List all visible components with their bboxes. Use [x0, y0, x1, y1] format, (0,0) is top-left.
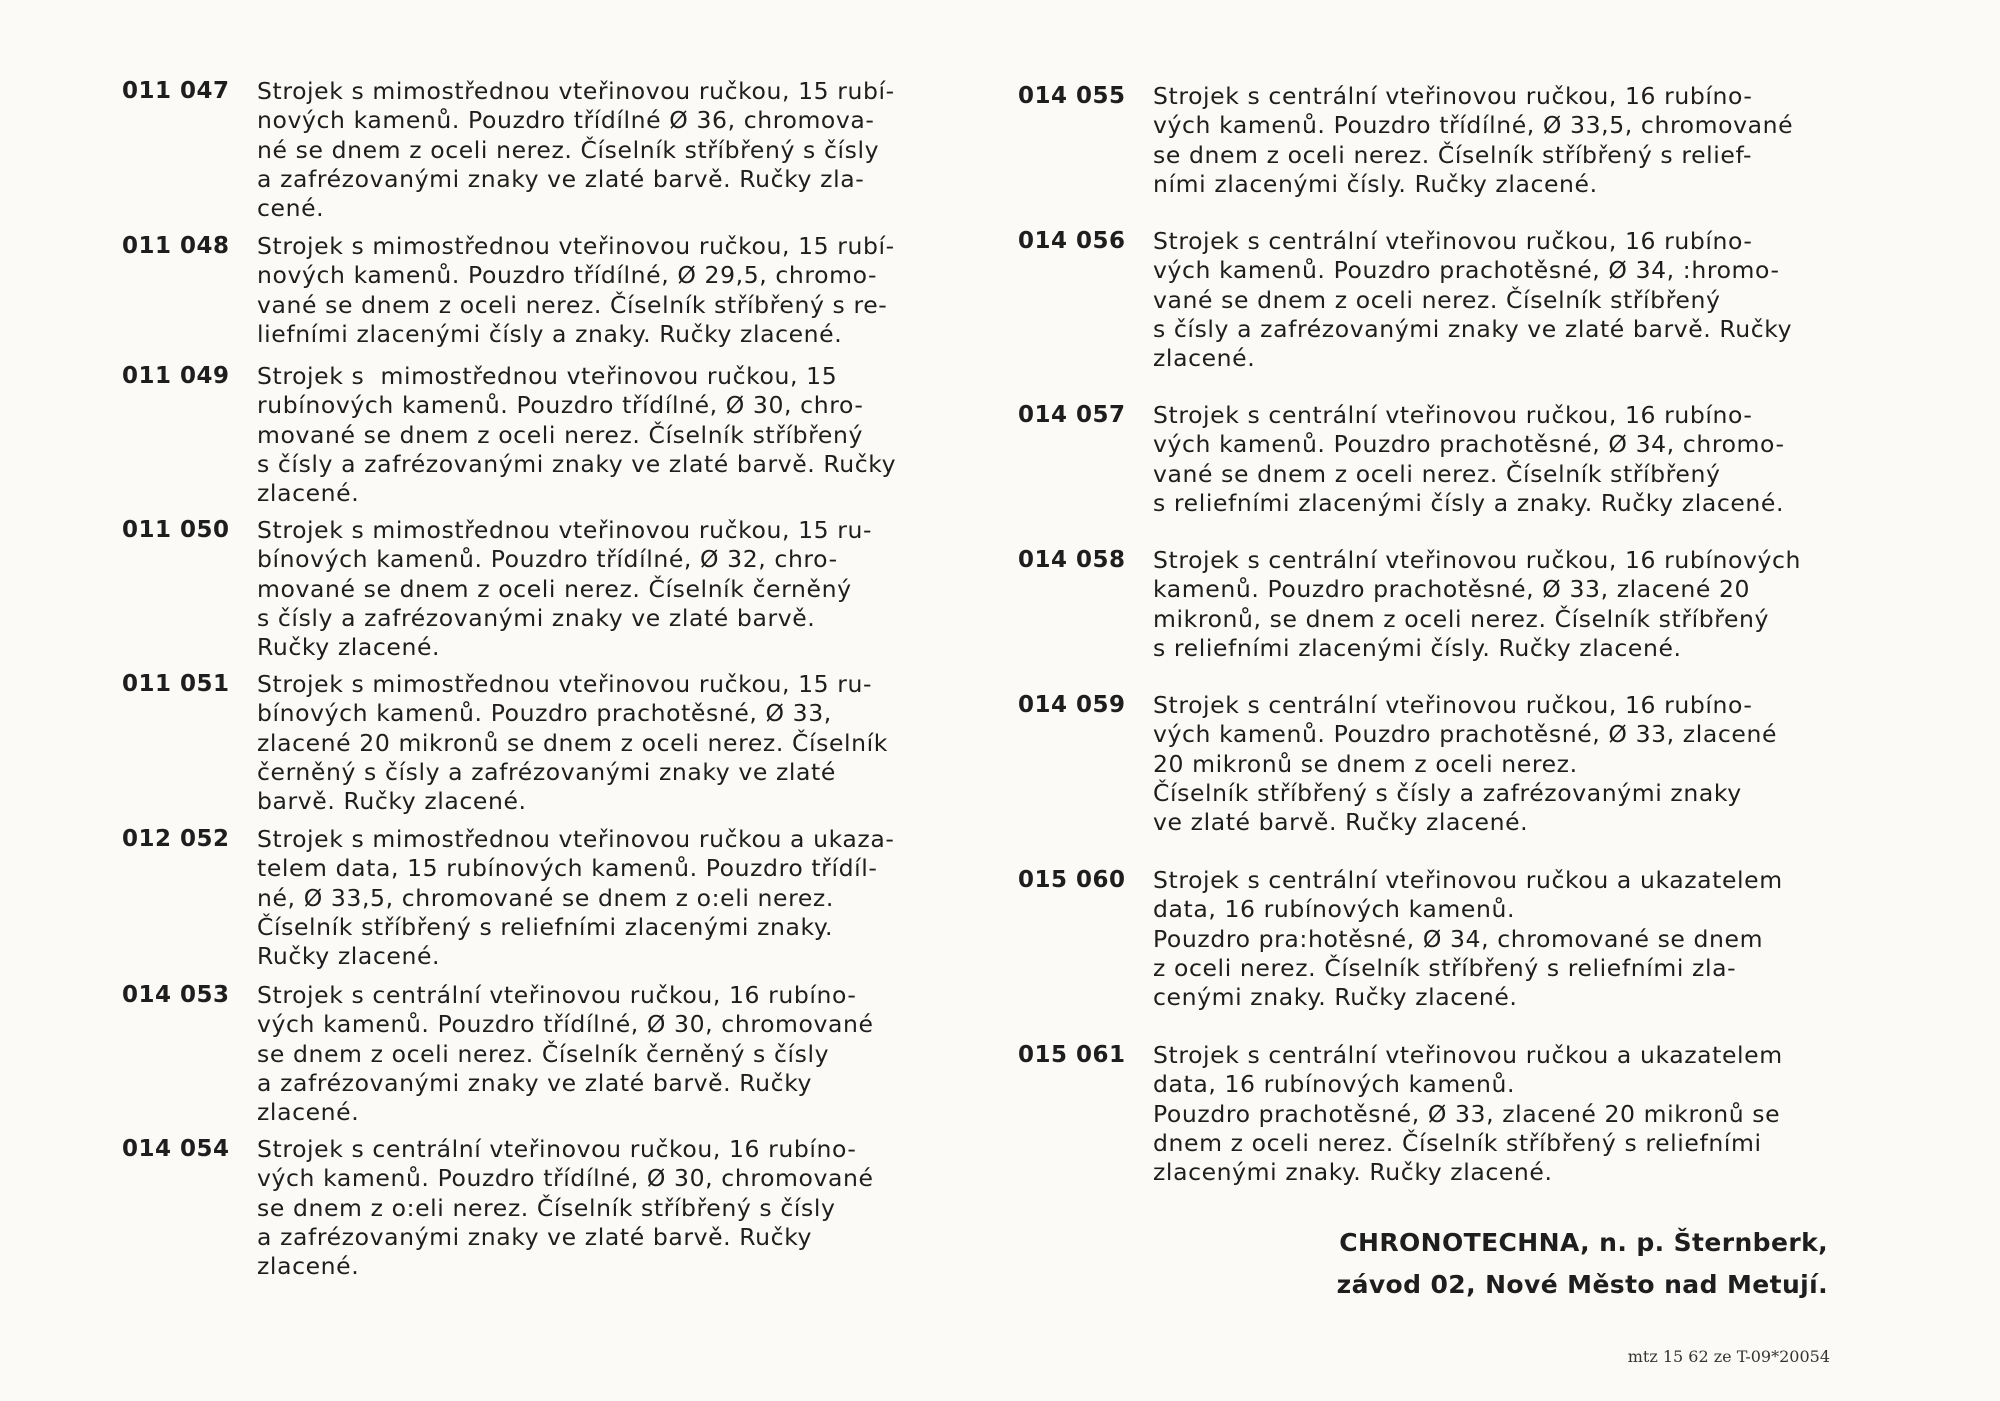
entry-code: 015 061 [1018, 1042, 1126, 1068]
entry-description: Strojek s mimostřednou vteřinovou ručkou, 15 ru- bínových kamenů. Pouzdro prachotěsné, Ø 33, zlacené 20 mikronů se dnem z oceli nerez. Číselník černěný s čísly a zafrézovanými znaky ve zlaté barvě. Ručky zlacené. [257, 670, 888, 816]
entry-code: 014 054 [122, 1136, 230, 1162]
entry-code: 011 051 [122, 671, 230, 697]
publisher-block [1337, 1222, 1828, 1306]
entry-code: 011 048 [122, 233, 230, 259]
entry-description: Strojek s centrální vteřinovou ručkou, 16 rubíno- vých kamenů. Pouzdro třídílné, Ø 33,5, chromované se dnem z oceli nerez. Číselník stříbřený s relief- ními zlacenými čísly. Ručky zlacené. [1153, 82, 1794, 198]
entry-code: 012 052 [122, 826, 230, 852]
publisher-name-line: CHRONOTECHNA, n. p. Šternberk, [1339, 1228, 1828, 1257]
entry-description: Strojek s centrální vteřinovou ručkou, 16 rubíno- vých kamenů. Pouzdro třídílné, Ø 30, chromované se dnem z o:eli nerez. Číselník stříbřený s čísly a zafrézovanými znaky ve zlaté barvě. Ručky zlacené. [257, 1135, 874, 1281]
entry-description: Strojek s centrální vteřinovou ručkou a ukazatelem data, 16 rubínových kamenů. Pouzdro pra:hotěsné, Ø 34, chromované se dnem z oceli nerez. Číselník stříbřený s reliefními zla- cenými znaky. Ručky zlacené. [1153, 866, 1783, 1012]
entry-code: 011 050 [122, 517, 230, 543]
entry-code: 014 053 [122, 982, 230, 1008]
entry-code: 014 055 [1018, 83, 1126, 109]
entry-code: 014 056 [1018, 228, 1126, 254]
entry-description: Strojek s centrální vteřinovou ručkou, 16 rubínových kamenů. Pouzdro prachotěsné, Ø 33, zlacené 20 mikronů, se dnem z oceli nerez. Číselník stříbřený s reliefními zlacenými čísly. Ručky zlacené. [1153, 546, 1802, 662]
entry-description: Strojek s centrální vteřinovou ručkou, 16 rubíno- vých kamenů. Pouzdro prachotěsné, Ø 34, chromo- vané se dnem z oceli nerez. Číselník stříbřený s reliefními zlacenými čísly a znaky. Ručky zlacené. [1153, 401, 1785, 517]
entry-description: Strojek s centrální vteřinovou ručkou, 16 rubíno- vých kamenů. Pouzdro třídílné, Ø 30, chromované se dnem z oceli nerez. Číselník černěný s čísly a zafrézovanými znaky ve zlaté barvě. Ručky zlacené. [257, 981, 874, 1127]
entry-code: 011 047 [122, 78, 230, 104]
entry-code: 014 058 [1018, 547, 1126, 573]
entry-code: 015 060 [1018, 867, 1126, 893]
entry-description: Strojek s centrální vteřinovou ručkou a ukazatelem data, 16 rubínových kamenů. Pouzdro prachotěsné, Ø 33, zlacené 20 mikronů se dnem z oceli nerez. Číselník stříbřený s reliefními zlacenými znaky. Ručky zlacené. [1153, 1041, 1783, 1187]
entry-description: Strojek s mimostřednou vteřinovou ručkou a ukaza- telem data, 15 rubínových kamenů. Pouzdro třídíl- né, Ø 33,5, chromované se dnem z o:eli nerez. Číselník stříbřený s reliefními zlacenými znaky. Ručky zlacené. [257, 825, 895, 971]
entry-description: Strojek s centrální vteřinovou ručkou, 16 rubíno- vých kamenů. Pouzdro prachotěsné, Ø 34, :hromo- vané se dnem z oceli nerez. Číselník stříbřený s čísly a zafrézovanými znaky ve zlaté barvě. Ručky zlacené. [1153, 227, 1793, 373]
entry-code: 014 059 [1018, 692, 1126, 718]
publisher-address-line: závod 02, Nové Město nad Metují. [1336, 1270, 1828, 1299]
entry-description: Strojek s centrální vteřinovou ručkou, 16 rubíno- vých kamenů. Pouzdro prachotěsné, Ø 33, zlacené 20 mikronů se dnem z oceli nerez. Číselník stříbřený s čísly a zafrézovanými znaky ve zlaté barvě. Ručky zlacené. [1153, 691, 1778, 837]
entry-description: Strojek s mimostřednou vteřinovou ručkou, 15 ru- bínových kamenů. Pouzdro třídílné, Ø 32, chro- mované se dnem z oceli nerez. Číselník černěný s čísly a zafrézovanými znaky ve zlaté barvě. Ručky zlacené. [257, 516, 873, 662]
entry-code: 011 049 [122, 363, 230, 389]
entry-code: 014 057 [1018, 402, 1126, 428]
entry-description: Strojek s mimostřednou vteřinovou ručkou, 15 rubínových kamenů. Pouzdro třídílné, Ø 30, chro- mované se dnem z oceli nerez. Číselník stříbřený s čísly a zafrézovanými znaky ve zlaté barvě. Ručky zlacené. [257, 362, 897, 508]
printer-note: mtz 15 62 ze T-09*20054 [1627, 1347, 1830, 1366]
entry-description: Strojek s mimostřednou vteřinovou ručkou, 15 rubí- nových kamenů. Pouzdro třídílné Ø 36, chromova- né se dnem z oceli nerez. Číselník stříbřený s čísly a zafrézovanými znaky ve zlaté barvě. Ručky zla- cené. [257, 77, 895, 223]
entry-description: Strojek s mimostřednou vteřinovou ručkou, 15 rubí- nových kamenů. Pouzdro třídílné, Ø 29,5, chromo- vané se dnem z oceli nerez. Číselník stříbřený s re- liefními zlacenými čísly a znaky. Ručky zlacené. [257, 232, 895, 348]
